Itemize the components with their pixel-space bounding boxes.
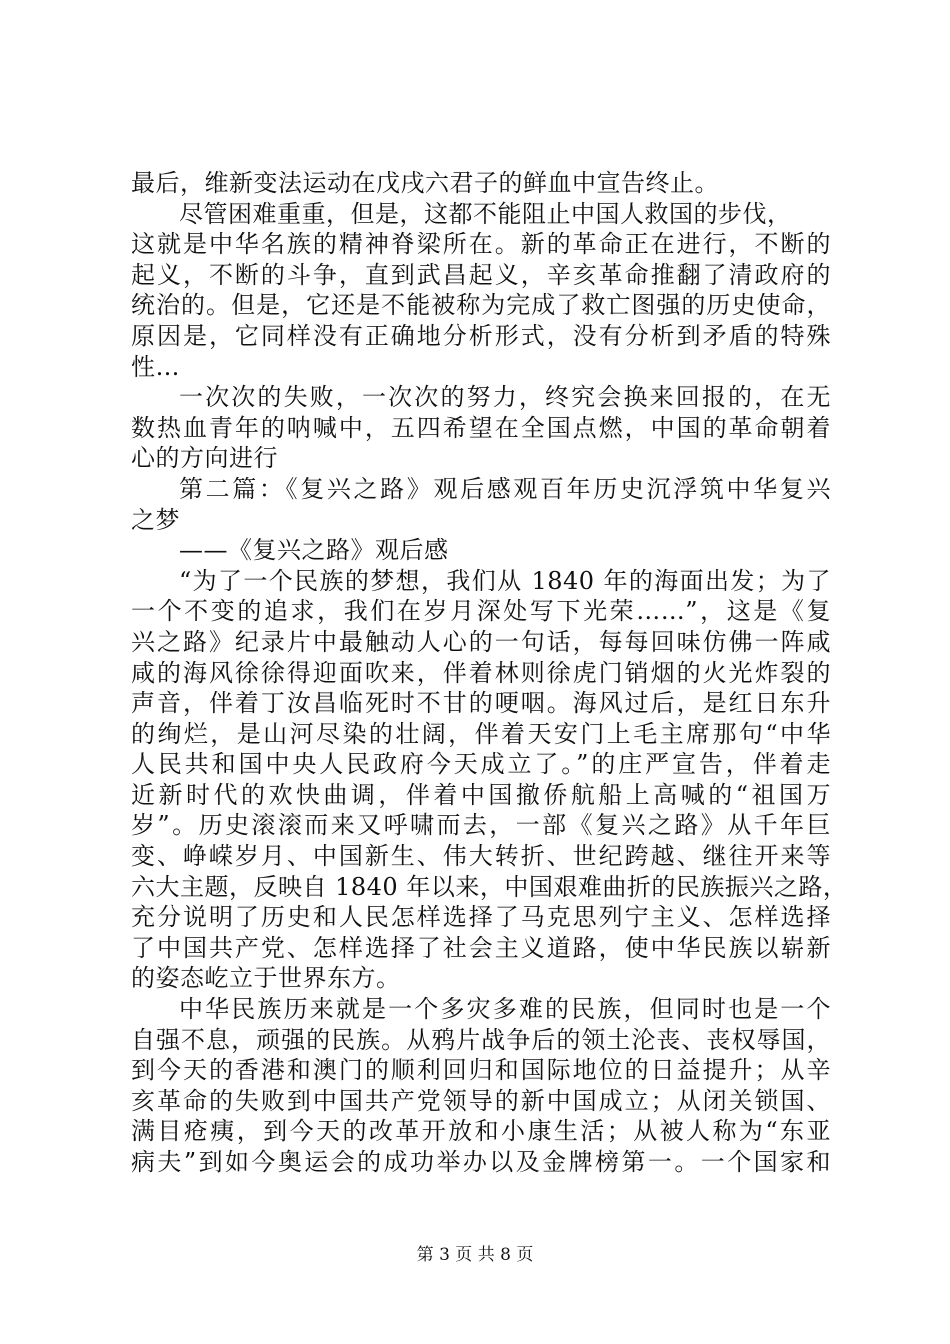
text-line: 一个不变的追求，我们在岁月深处写下光荣……”，这是《复 <box>131 597 831 626</box>
text-line: 统治的。但是，它还是不能被称为完成了救亡图强的历史使命， <box>131 291 831 320</box>
text-line: 岁”。历史滚滚而来又呼啸而去，一部《复兴之路》从千年巨 <box>131 811 831 840</box>
text-line: 起义，不断的斗争，直到武昌起义，辛亥革命推翻了清政府的 <box>131 260 831 289</box>
text-line: 六大主题，反映自 1840 年以来，中国艰难曲折的民族振兴之路， <box>131 872 848 901</box>
text-line: 兴之路》纪录片中最触动人心的一句话，每每回味仿佛一阵咸 <box>131 627 831 656</box>
section-heading-continued: 之梦 <box>131 505 180 534</box>
document-body <box>131 168 848 1178</box>
text-line: 这就是中华名族的精神脊梁所在。新的革命正在进行，不断的 <box>131 230 831 259</box>
page-number: 第 3 页 共 8 页 <box>416 1245 534 1265</box>
text-line: 病夫”到如今奥运会的成功举办以及金牌榜第一。一个国家和 <box>131 1148 831 1176</box>
text-line: “为了一个民族的梦想，我们从 1840 年的海面出发；为了 <box>179 566 831 595</box>
text-line: 咸的海风徐徐得迎面吹来，伴着林则徐虎门销烟的火光炸裂的 <box>131 658 831 687</box>
text-line: 变、峥嵘岁月、中国新生、伟大转折、世纪跨越、继往开来等 <box>131 842 831 871</box>
text-line: 满目疮痍，到今天的改革开放和小康生活；从被人称为“东亚 <box>131 1117 831 1146</box>
text-line: 中华民族历来就是一个多灾多难的民族，但同时也是一个 <box>179 995 831 1024</box>
text-line: 最后，维新变法运动在戊戌六君子的鲜血中宣告终止。 <box>131 169 719 197</box>
text-line: 一次次的失败，一次次的努力，终究会换来回报的，在无 <box>179 383 831 412</box>
page-footer <box>0 1243 950 1267</box>
text-line: 的绚烂，是山河尽染的壮阔，伴着天安门上毛主席那句“中华 <box>131 719 831 748</box>
text-line: 声音，伴着丁汝昌临死时不甘的哽咽。海风过后，是红日东升 <box>131 689 831 718</box>
text-line: 尽管困难重重，但是，这都不能阻止中国人救国的步伐， <box>179 199 792 228</box>
section-heading: 第二篇：《复兴之路》观后感观百年历史沉浮筑中华复兴 <box>179 474 831 503</box>
text-line: 心的方向进行 <box>131 444 278 473</box>
text-line: 的姿态屹立于世界东方。 <box>131 964 401 993</box>
text-line: 自强不息，顽强的民族。从鸦片战争后的领土沦丧、丧权辱国， <box>131 1025 831 1054</box>
text-line: 数热血青年的呐喊中，五四希望在全国点燃，中国的革命朝着 <box>131 413 831 442</box>
text-line: 性… <box>131 352 180 381</box>
text-line: 亥革命的失败到中国共产党领导的新中国成立；从闭关锁国、 <box>131 1086 831 1115</box>
text-line: 到今天的香港和澳门的顺利回归和国际地位的日益提升；从辛 <box>131 1056 831 1085</box>
text-line: 近新时代的欢快曲调，伴着中国撤侨航船上高喊的“祖国万 <box>131 780 831 809</box>
text-line: 原因是，它同样没有正确地分析形式，没有分析到矛盾的特殊 <box>131 321 831 350</box>
section-subtitle: ——《复兴之路》观后感 <box>179 536 449 565</box>
text-line: 充分说明了历史和人民怎样选择了马克思列宁主义、怎样选择 <box>131 903 831 932</box>
text-line: 了中国共产党、怎样选择了社会主义道路，使中华民族以崭新 <box>131 933 831 962</box>
text-line: 人民共和国中央人民政府今天成立了。”的庄严宣告，伴着走 <box>131 750 831 779</box>
